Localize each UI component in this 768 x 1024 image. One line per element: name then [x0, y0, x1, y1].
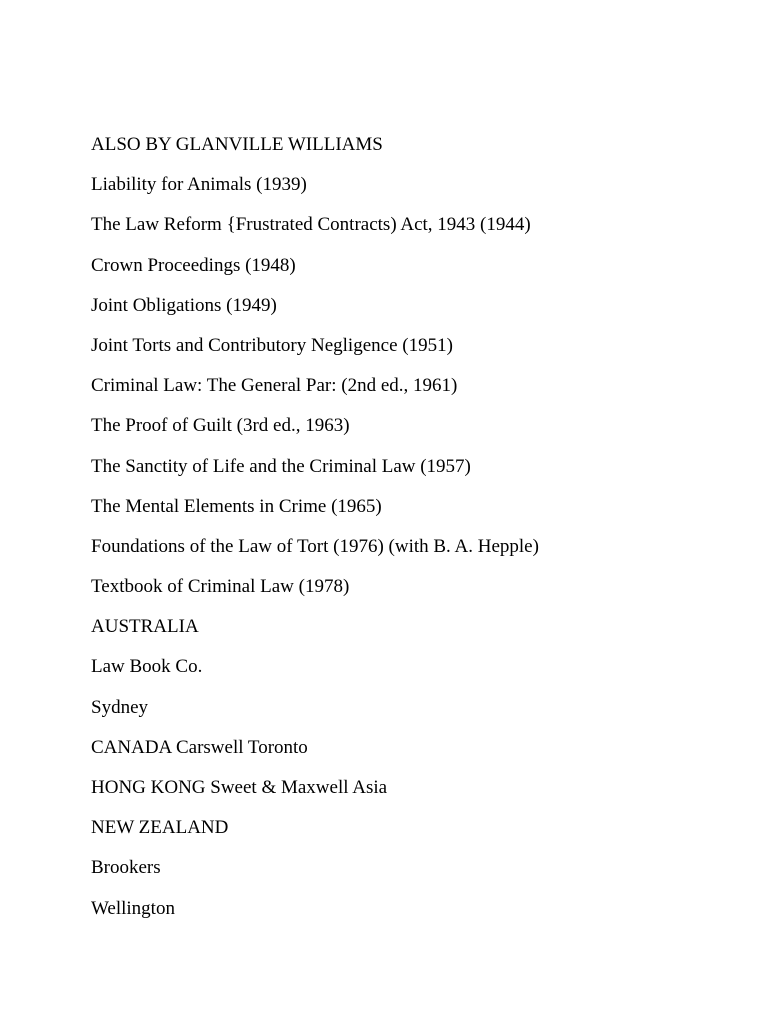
publisher-region-line: AUSTRALIA — [91, 616, 199, 638]
text-block — [91, 132, 751, 936]
publisher-line: Brookers — [91, 857, 161, 879]
publisher-city-line: Sydney — [91, 696, 148, 718]
publisher-region-line: CANADA Carswell Toronto — [91, 736, 308, 758]
book-title-line: Crown Proceedings (1948) — [91, 254, 296, 276]
heading-also-by: ALSO BY GLANVILLE WILLIAMS — [91, 134, 383, 155]
book-title-line: Criminal Law: The General Par: (2nd ed., 1961) — [91, 375, 458, 397]
publisher-line: Law Book Co. — [91, 656, 203, 678]
publisher-region-line: NEW ZEALAND — [91, 817, 229, 839]
book-title-line: Joint Obligations (1949) — [91, 294, 277, 316]
book-title-line: Liability for Animals (1939) — [91, 174, 307, 196]
book-title-line: Textbook of Criminal Law (1978) — [91, 576, 350, 598]
book-title-line: The Sanctity of Life and the Criminal Law (1957) — [91, 455, 471, 477]
book-title-line: Foundations of the Law of Tort (1976) (with B. A. Hepple) — [91, 535, 539, 557]
publisher-region-line: HONG KONG Sweet & Maxwell Asia — [91, 777, 388, 798]
publisher-city-line: Wellington — [91, 897, 175, 919]
book-title-line: The Law Reform {Frustrated Contracts) Act, 1943 (1944) — [91, 214, 531, 236]
book-title-line: The Proof of Guilt (3rd ed., 1963) — [91, 415, 350, 437]
book-title-line: The Mental Elements in Crime (1965) — [91, 495, 382, 517]
book-title-line: Joint Torts and Contributory Negligence (1951) — [91, 334, 453, 356]
